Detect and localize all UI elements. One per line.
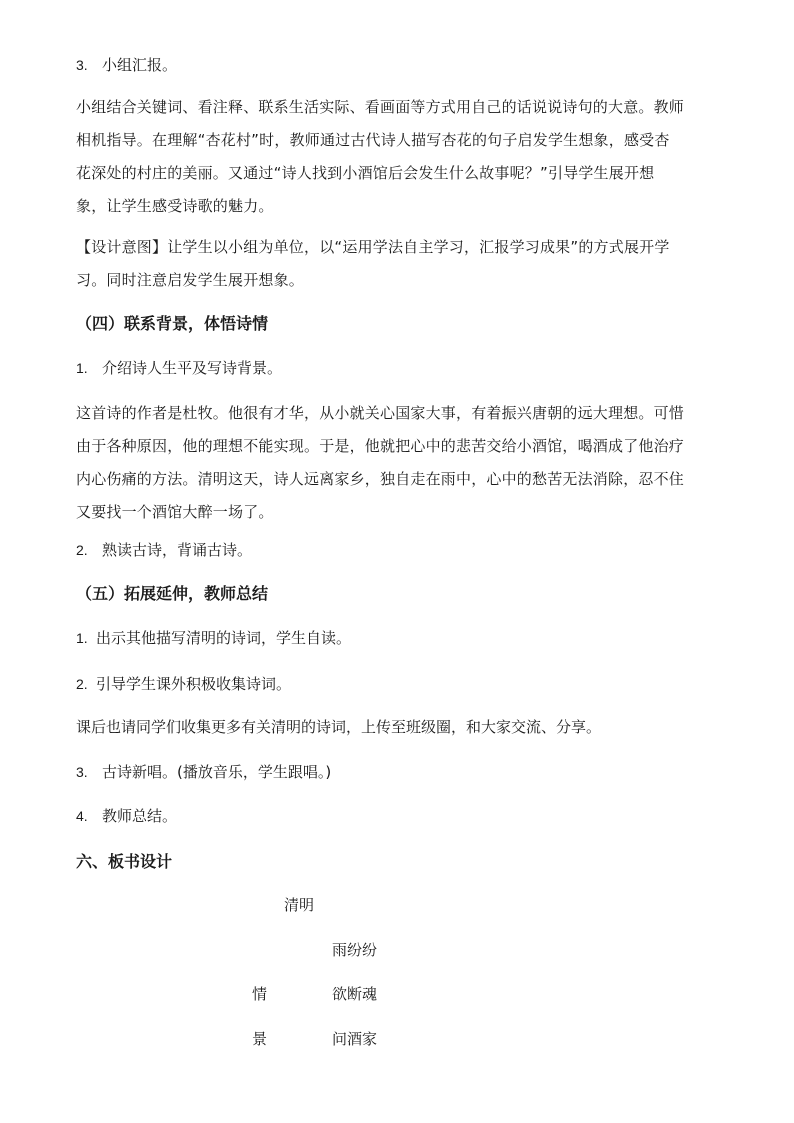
- paragraph-background: [76, 397, 716, 529]
- list-text: 熟读古诗，背诵古诗。: [102, 541, 253, 559]
- section-heading-4: （四）联系背景，体悟诗情: [76, 314, 269, 333]
- paragraph-line: 小组结合关键词、看注释、联系生活实际、看画面等方式用自己的话说说诗句的大意。教师: [76, 98, 685, 116]
- list-text: 教师总结。: [102, 807, 178, 825]
- list-number: 3.: [76, 764, 88, 780]
- list-number: 3.: [76, 57, 88, 73]
- list-number: 2.: [76, 676, 88, 692]
- paragraph-line: 象，让学生感受诗歌的魅力。: [76, 197, 274, 215]
- board-title: 清明: [284, 896, 315, 914]
- paragraph-line: 由于各种原因，他的理想不能实现。于是，他就把心中的悲苦交给小酒馆，喝酒成了他治疗: [76, 437, 685, 455]
- board-line-2: 欲断魂: [332, 985, 378, 1003]
- list-text: 出示其他描写清明的诗词，学生自读。: [96, 629, 352, 647]
- board-label-scene: 景: [252, 1030, 268, 1048]
- paragraph-group-report: [76, 91, 716, 223]
- board-label-emotion: 情: [252, 985, 268, 1003]
- list-text: 引导学生课外积极收集诗词。: [96, 675, 292, 693]
- paragraph-line: 习。同时注意启发学生展开想象。: [76, 271, 305, 289]
- list-item-2: [76, 539, 716, 561]
- section-heading-6: 六、板书设计: [76, 852, 173, 871]
- list-text: 小组汇报。: [102, 56, 178, 74]
- paragraph-collect: 课后也请同学们收集更多有关清明的诗词，上传至班级圈，和大家交流、分享。: [76, 718, 602, 736]
- paragraph-line: 【设计意图】让学生以小组为单位，以“运用学法自主学习，汇报学习成果”的方式展开学: [76, 238, 670, 256]
- list-number: 2.: [76, 542, 88, 558]
- list-item-2: [76, 673, 716, 695]
- list-item-3: [76, 54, 716, 76]
- list-number: 4.: [76, 808, 88, 824]
- board-line-3: 问酒家: [332, 1030, 378, 1048]
- section-heading-5: （五）拓展延伸，教师总结: [76, 584, 269, 603]
- list-text: 古诗新唱。(播放音乐，学生跟唱。): [102, 763, 332, 781]
- list-item-1: [76, 627, 716, 649]
- paragraph-line: 这首诗的作者是杜牧。他很有才华，从小就关心国家大事，有着振兴唐朝的远大理想。可惜: [76, 404, 685, 422]
- paragraph-line: 内心伤痛的方法。清明这天，诗人远离家乡，独自走在雨中，心中的愁苦无法消除，忍不住: [76, 470, 685, 488]
- paragraph-line: 花深处的村庄的美丽。又通过“诗人找到小酒馆后会发生什么故事呢？”引导学生展开想: [76, 164, 655, 182]
- list-item-1: [76, 357, 716, 379]
- list-item-3: [76, 761, 716, 783]
- list-text: 介绍诗人生平及写诗背景。: [102, 359, 283, 377]
- paragraph-line: 相机指导。在理解“杏花村”时，教师通过古代诗人描写杏花的句子启发学生想象，感受杏: [76, 131, 670, 149]
- board-line-1: 雨纷纷: [332, 941, 378, 959]
- list-number: 1.: [76, 360, 88, 376]
- paragraph-line: 又要找一个酒馆大醉一场了。: [76, 503, 274, 521]
- list-number: 1.: [76, 630, 88, 646]
- list-item-4: [76, 805, 716, 827]
- paragraph-design-intent: [76, 231, 716, 297]
